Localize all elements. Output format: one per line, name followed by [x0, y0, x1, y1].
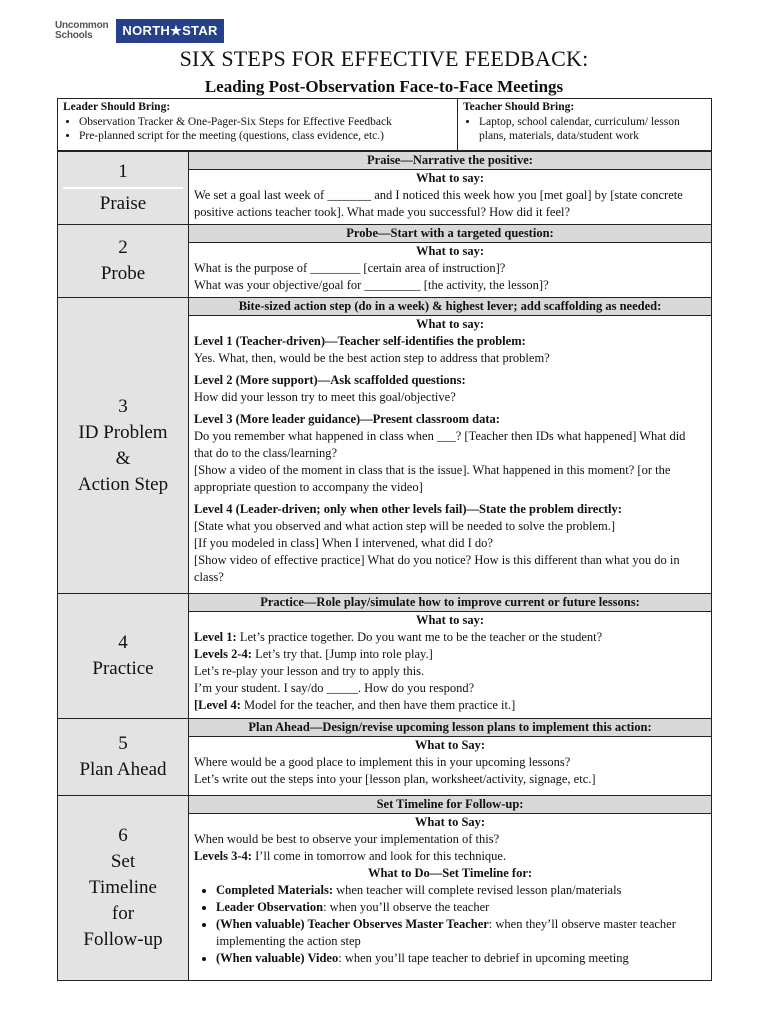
step-body	[189, 612, 711, 715]
what-to-say: What to Say:	[414, 738, 486, 752]
step-label	[58, 225, 189, 297]
logo-line1: Uncommon	[55, 20, 109, 31]
step-label	[58, 796, 189, 980]
logo-line2: Schools	[55, 30, 93, 41]
level-heading: Level 2 (More support)—Ask scaffolded questions:	[194, 373, 466, 387]
level-heading: Level 1 (Teacher-driven)—Teacher self-identifies the problem:	[194, 334, 526, 348]
item-label: (When valuable) Teacher Observes Master Teacher	[216, 917, 489, 931]
script-line: How did your lesson try to meet this goal/objective?	[194, 390, 456, 404]
level-label: Levels 3-4:	[194, 849, 252, 863]
teacher-bring-heading: Teacher Should Bring:	[463, 101, 575, 113]
timeline-list	[194, 882, 706, 967]
step-content	[189, 298, 711, 593]
what-to-say: What to say:	[415, 171, 485, 185]
step-probe	[58, 224, 711, 297]
step-body	[189, 814, 711, 968]
step-heading: Set Timeline for Follow-up:	[189, 796, 711, 814]
step-content	[189, 152, 711, 224]
item-text: : when you’ll tape teacher to debrief in upcoming meeting	[338, 951, 629, 965]
step-practice	[58, 593, 711, 718]
what-to-say: What to say:	[415, 613, 485, 627]
level-heading: Level 4 (Leader-driven; only when other levels fail)—State the problem directly:	[194, 502, 622, 516]
step-name: Plan Ahead	[79, 759, 167, 780]
script-line: We set a goal last week of _______ and I noticed this week how you [met goal] by [state concrete positive actions teacher took]. What made you successful? How did it feel?	[194, 188, 683, 219]
step-name-line: Timeline	[89, 877, 157, 898]
step-name-line: Follow-up	[83, 929, 163, 950]
item-label: Completed Materials:	[216, 883, 333, 897]
divider	[63, 187, 183, 189]
item-text: when teacher will complete revised lesson plan/materials	[332, 883, 622, 897]
page-title: SIX STEPS FOR EFFECTIVE FEEDBACK:	[179, 46, 589, 71]
script-line: [Show video of effective practice] What do you notice? How is this different than what you do in class?	[194, 553, 680, 584]
step-number: 1	[118, 161, 128, 182]
step-name-line: Set	[110, 851, 136, 872]
list-item: • Observation Tracker & One-Pager-Six Steps for Effective Feedback	[79, 115, 452, 129]
level-text: Let’s try that. [Jump into role play.]	[251, 647, 433, 661]
level-label: [Level 4:	[194, 698, 241, 712]
logo	[55, 17, 224, 45]
level-text: Model for the teacher, and then have them practice it.]	[240, 698, 516, 712]
step-content	[189, 225, 711, 297]
logo-north-star: NORTH★STAR	[116, 19, 223, 43]
step-name: Praise	[99, 193, 147, 214]
step-name: Probe	[100, 263, 146, 284]
script-line: [State what you observed and what action step will be needed to solve the problem.]	[194, 519, 616, 533]
level-text: Let’s practice together. Do you want me to be the teacher or the student?	[236, 630, 603, 644]
level-heading: Level 3 (More leader guidance)—Present classroom data:	[194, 412, 500, 426]
teacher-bring	[458, 99, 711, 150]
step-name-line: Action Step	[77, 473, 169, 495]
step-label	[58, 594, 189, 718]
item-label: (When valuable) Video	[216, 951, 339, 965]
step-name-line: for	[111, 903, 135, 924]
script-line: Where would be a good place to implement this in your upcoming lessons?	[194, 755, 571, 769]
step-number: 3	[118, 395, 128, 417]
script-line: What was your objective/goal for _________ [the activity, the lesson]?	[194, 278, 549, 292]
what-to-say: What to say:	[415, 317, 485, 331]
list-item	[216, 950, 706, 967]
leader-bring-heading: Leader Should Bring:	[63, 101, 171, 113]
item-label: Leader Observation	[216, 900, 324, 914]
bring-table	[57, 98, 712, 151]
item-text: : when you’ll observe the teacher	[323, 900, 490, 914]
step-set-timeline	[58, 795, 711, 980]
step-heading: Practice—Role play/simulate how to improve current or future lessons:	[189, 594, 711, 612]
script-line	[194, 629, 706, 646]
script-line	[194, 646, 706, 663]
list-item: • Laptop, school calendar, curriculum/ lesson plans, materials, data/student work	[479, 115, 706, 143]
step-heading: Praise—Narrative the positive:	[189, 152, 711, 170]
step-heading: Bite-sized action step (do in a week) & highest lever; add scaffolding as needed:	[189, 298, 711, 316]
step-content	[189, 594, 711, 718]
step-content	[189, 719, 711, 795]
script-line: I’m your student. I say/do _____. How do you respond?	[194, 681, 475, 695]
step-body	[189, 737, 711, 789]
step-praise	[58, 151, 711, 224]
step-id-problem	[58, 297, 711, 593]
step-heading: Probe—Start with a targeted question:	[189, 225, 711, 243]
script-line: Let’s re-play your lesson and try to apply this.	[194, 664, 425, 678]
script-line: Yes. What, then, would be the best action step to address that problem?	[194, 351, 550, 365]
step-name-line: &	[115, 447, 131, 469]
script-line: What is the purpose of ________ [certain area of instruction]?	[194, 261, 506, 275]
what-to-say: What to say:	[415, 244, 485, 258]
script-line: When would be best to observe your implementation of this?	[194, 832, 500, 846]
step-number: 5	[118, 733, 128, 754]
script-line	[194, 848, 706, 865]
step-number: 4	[118, 632, 128, 653]
step-plan-ahead	[58, 718, 711, 795]
step-body	[189, 170, 711, 222]
step-name: Practice	[92, 658, 154, 679]
script-line: Let’s write out the steps into your [lesson plan, worksheet/activity, signage, etc.]	[194, 772, 596, 786]
step-number: 6	[118, 825, 128, 846]
what-to-say: What to Say:	[414, 815, 486, 829]
list-item: • Pre-planned script for the meeting (questions, class evidence, etc.)	[79, 129, 452, 143]
step-body	[189, 243, 711, 295]
page-subtitle: Leading Post-Observation Face-to-Face Meetings	[204, 77, 564, 96]
logo-uncommon-schools	[55, 21, 108, 41]
list-item	[216, 916, 706, 950]
step-label	[58, 719, 189, 795]
leader-bring-list	[63, 115, 452, 143]
step-number: 2	[118, 237, 128, 258]
leader-bring	[58, 99, 458, 150]
script-line: [If you modeled in class] When I intervened, what did I do?	[194, 536, 493, 550]
script-line: [Show a video of the moment in class that is the issue]. What happened in this moment? [or the appropriate question to accompany the video]	[194, 463, 671, 494]
what-to-do: What to Do—Set Timeline for:	[367, 866, 533, 880]
step-body	[189, 316, 711, 587]
level-label: Level 1:	[194, 630, 237, 644]
step-content	[189, 796, 711, 980]
list-item	[216, 882, 706, 899]
steps-table	[57, 151, 712, 981]
step-heading: Plan Ahead—Design/revise upcoming lesson plans to implement this action:	[189, 719, 711, 737]
level-label: Levels 2-4:	[194, 647, 252, 661]
level-text: I’ll come in tomorrow and look for this technique.	[251, 849, 507, 863]
step-name-line: ID Problem	[78, 421, 168, 443]
step-label	[58, 152, 189, 224]
step-label	[58, 298, 189, 593]
script-line	[194, 697, 706, 714]
script-line: Do you remember what happened in class when ___? [Teacher then IDs what happened] What did that do to the class/learning?	[194, 429, 686, 460]
teacher-bring-list	[463, 115, 706, 143]
item-text: : when they’ll observe master teacher implementing the action step	[216, 917, 676, 948]
list-item	[216, 899, 706, 916]
